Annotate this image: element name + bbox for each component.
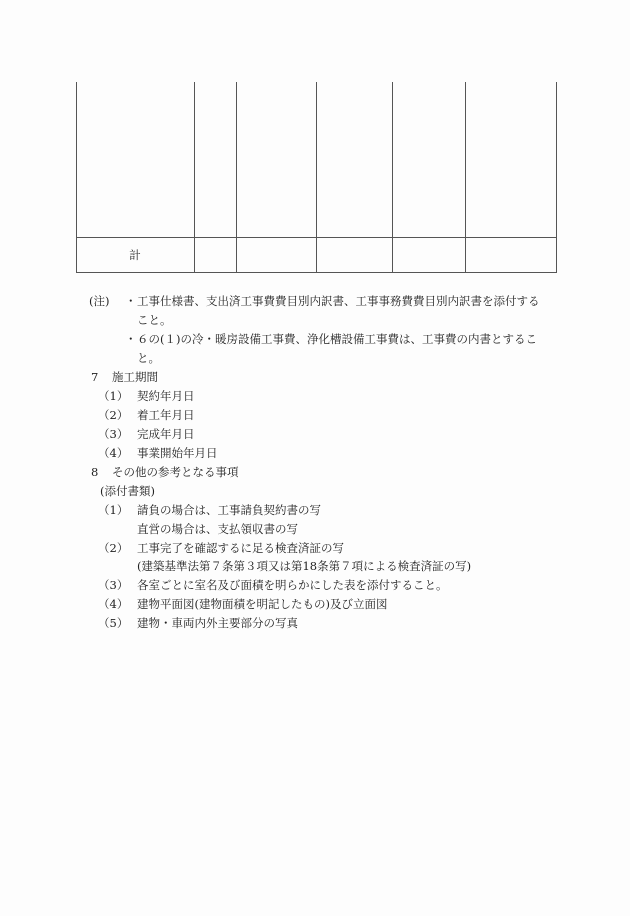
section-8-item-text: 各室ごとに室名及び面積を明らかにした表を添付すること。 xyxy=(137,578,448,592)
total-row-label: 計 xyxy=(129,248,141,262)
section-8-title: その他の参考となる事項 xyxy=(112,465,239,479)
table-column-divider xyxy=(194,82,195,273)
note-2-line-2: と。 xyxy=(137,351,160,365)
note-bullet: ・ xyxy=(125,332,137,346)
section-8-number: 8 xyxy=(91,465,99,479)
notes-label: (注) xyxy=(89,294,110,308)
section-7-item-num: （4） xyxy=(98,446,129,460)
note-bullet: ・ xyxy=(125,294,137,308)
section-8-item-text: 建物平面図(建物面積を明記したもの)及び立面図 xyxy=(137,597,388,611)
section-8-item-num: （3） xyxy=(98,578,129,592)
table-column-divider xyxy=(392,82,393,273)
section-8-item-num: （4） xyxy=(98,597,129,611)
table-column-divider xyxy=(465,82,466,273)
note-2-line-1: ６の(１)の冷・暖房設備工事費、浄化槽設備工事費は、工事費の内書とするこ xyxy=(137,332,537,346)
section-7-item-text: 契約年月日 xyxy=(137,389,195,403)
section-7-item-num: （3） xyxy=(98,427,129,441)
note-1-line-2: こと。 xyxy=(137,313,172,327)
cost-breakdown-table xyxy=(76,82,556,273)
section-8-item-num: （1） xyxy=(98,503,129,517)
section-8-subheading: (添付書類) xyxy=(100,484,155,498)
section-7-item-text: 完成年月日 xyxy=(137,427,195,441)
section-7-item-num: （1） xyxy=(98,389,129,403)
section-8-item-text: 建物・車両内外主要部分の写真 xyxy=(137,616,298,630)
section-7-item-text: 着工年月日 xyxy=(137,408,195,422)
section-7-title: 施工期間 xyxy=(112,370,158,384)
section-7-item-num: （2） xyxy=(98,408,129,422)
table-border-right xyxy=(556,82,557,273)
section-8-item-num: （2） xyxy=(98,541,129,555)
table-column-divider xyxy=(236,82,237,273)
section-7-item-text: 事業開始年月日 xyxy=(137,446,218,460)
table-column-divider xyxy=(316,82,317,273)
section-8-item-continuation: 直営の場合は、支払領収書の写 xyxy=(137,522,298,536)
note-1-line-1: 工事仕様書、支出済工事費費目別内訳書、工事事務費費目別内訳書を添付する xyxy=(137,294,540,308)
section-8-item-text: 工事完了を確認するに足る検査済証の写 xyxy=(137,541,344,555)
section-8-item-num: （5） xyxy=(98,616,129,630)
section-8-item-text: 請負の場合は、工事請負契約書の写 xyxy=(137,503,321,517)
section-7-number: 7 xyxy=(91,370,99,384)
section-8-item-continuation: (建築基準法第７条第３項又は第18条第７項による検査済証の写) xyxy=(137,559,472,573)
